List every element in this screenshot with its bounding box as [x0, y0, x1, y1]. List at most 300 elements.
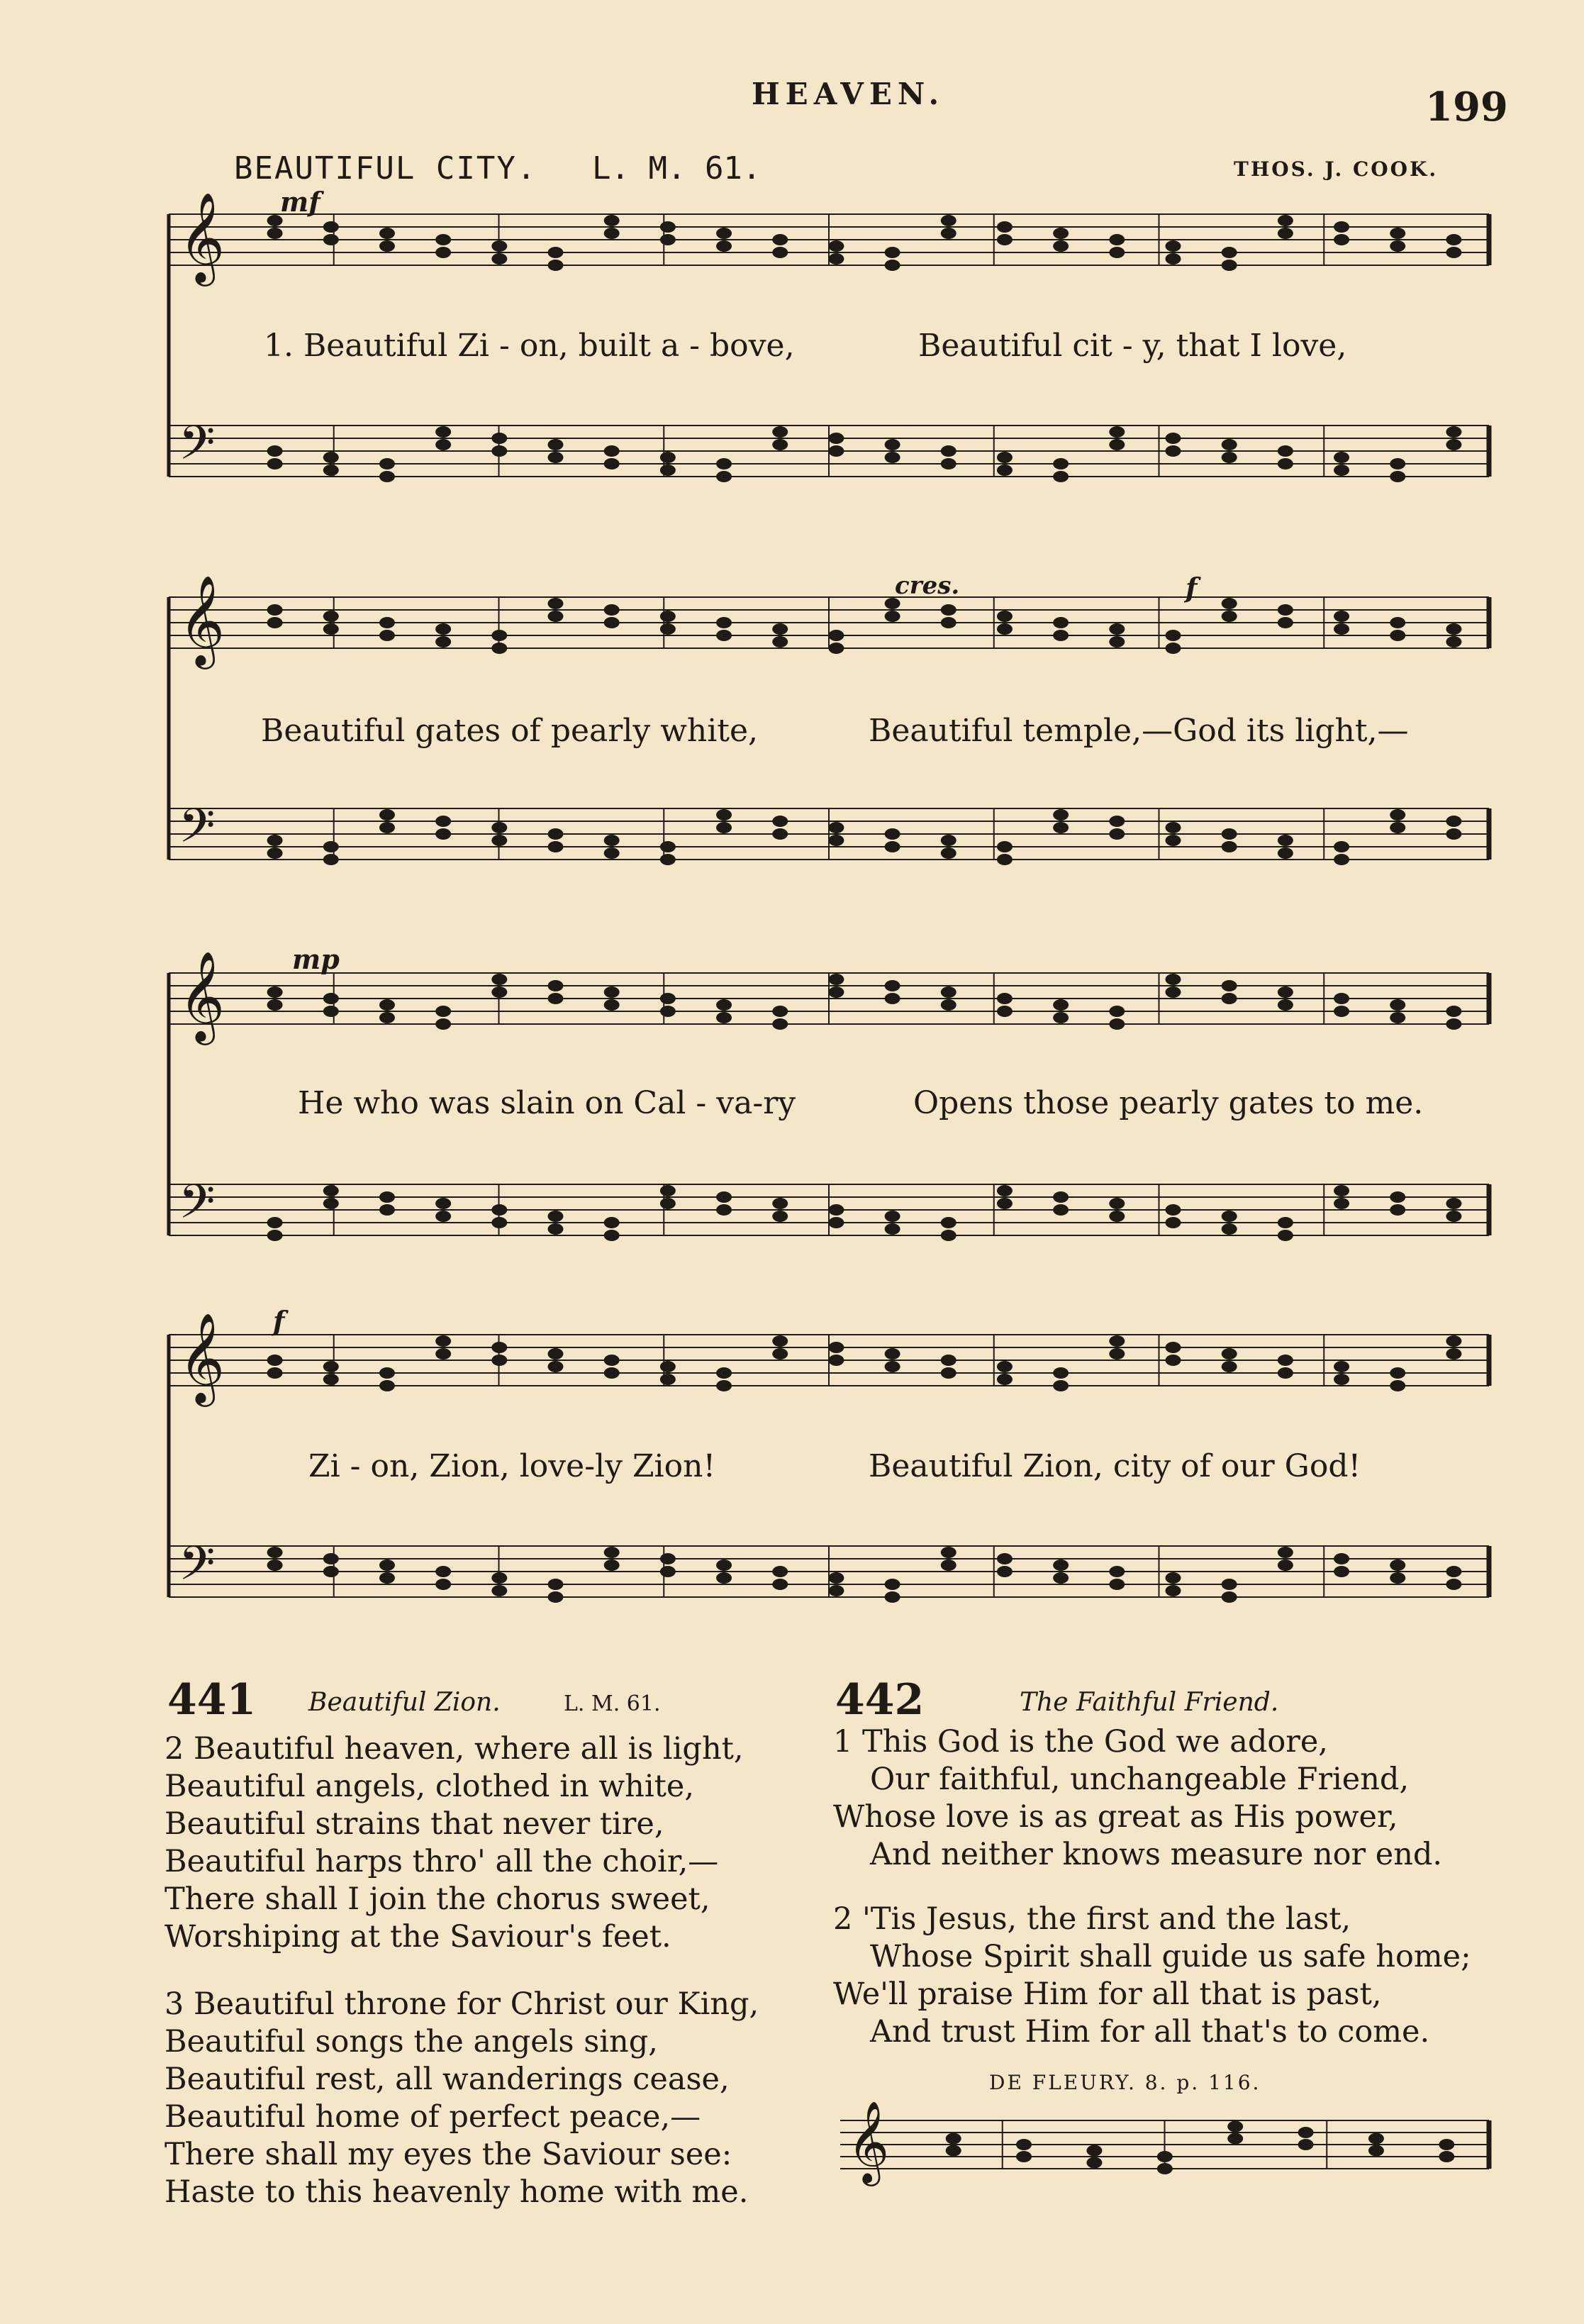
note-head [379, 809, 395, 821]
note-head [1298, 2127, 1314, 2138]
note-head [435, 1579, 451, 1590]
note-head [660, 1374, 676, 1385]
note-head [1222, 841, 1237, 852]
note-head [1278, 1230, 1293, 1241]
stanza [833, 1901, 1471, 2051]
note-head [379, 471, 395, 482]
note-head [1222, 1591, 1237, 1603]
note-head [1278, 458, 1293, 469]
lyric-line: Zi - on, Zion, love-ly Zion! [308, 1448, 716, 1484]
note-head [1278, 835, 1293, 846]
note-head [772, 1566, 788, 1577]
note-head [772, 1348, 788, 1360]
note-head [1053, 1367, 1069, 1379]
note-head [435, 1018, 451, 1030]
note-head [828, 1204, 844, 1216]
note-head [267, 1230, 283, 1241]
note-head [1278, 847, 1293, 859]
stanza [164, 1986, 759, 2211]
note-head [323, 611, 339, 622]
note-head [660, 1185, 676, 1196]
note-head [379, 1367, 395, 1379]
note-head [548, 439, 564, 450]
note-head [1109, 828, 1125, 840]
note-head [716, 1012, 732, 1023]
note-head [828, 1585, 844, 1596]
note-head [1166, 643, 1181, 654]
dynamic-cres: cres. [895, 572, 960, 600]
note-head [885, 841, 900, 852]
note-head [1053, 228, 1069, 239]
treble-clef: 𝄞 [179, 1312, 225, 1403]
hymn-number: 441 [167, 1675, 257, 1725]
note-head [1390, 1191, 1405, 1203]
note-head [604, 1230, 620, 1241]
note-head [716, 1367, 732, 1379]
note-head [1446, 816, 1461, 827]
note-head [1278, 617, 1293, 628]
note-head [379, 228, 395, 239]
page-header: HEAVEN. [752, 77, 945, 111]
note-head [1222, 1361, 1237, 1372]
note-head [491, 1342, 507, 1353]
note-head [941, 215, 956, 226]
note-head [1222, 1579, 1237, 1590]
note-head [941, 999, 956, 1011]
note-head [548, 611, 564, 622]
note-head [660, 993, 676, 1004]
page-number: 199 [1425, 84, 1508, 130]
note-head [491, 1585, 507, 1596]
note-head [1446, 828, 1461, 840]
note-head [1109, 636, 1125, 647]
note-head [1166, 240, 1181, 252]
hymn-number: 442 [835, 1675, 925, 1725]
note-head [548, 452, 564, 463]
note-head [772, 1335, 788, 1347]
note-head [772, 247, 788, 258]
note-head [941, 1547, 956, 1558]
treble-clef: 𝄞 [179, 574, 225, 665]
note-head [323, 1006, 339, 1017]
note-head [660, 1553, 676, 1564]
note-head [1368, 2133, 1384, 2145]
note-head [1278, 1367, 1293, 1379]
note-head [379, 1559, 395, 1571]
note-head [323, 1566, 339, 1577]
tune-meter: L. M. 61. [592, 150, 762, 187]
note-head [435, 247, 451, 258]
note-head [435, 1566, 451, 1577]
note-head [604, 228, 620, 239]
note-head [716, 617, 732, 628]
note-head [885, 828, 900, 840]
note-head [1109, 816, 1125, 827]
note-head [1222, 1348, 1237, 1360]
note-head [946, 2133, 961, 2145]
note-head [1053, 1380, 1069, 1391]
note-head [716, 999, 732, 1011]
note-head [1053, 809, 1069, 821]
note-head [435, 234, 451, 245]
note-head [604, 458, 620, 469]
note-head [1446, 1348, 1461, 1360]
note-head [660, 611, 676, 622]
note-head [1109, 1018, 1125, 1030]
note-head [941, 458, 956, 469]
note-head [1222, 980, 1237, 991]
note-head [491, 974, 507, 985]
note-head [885, 980, 900, 991]
note-head [1166, 630, 1181, 641]
note-head [604, 1547, 620, 1558]
note-head [1053, 471, 1069, 482]
note-head [1222, 247, 1237, 258]
note-head [1086, 2157, 1102, 2169]
note-head [1334, 623, 1349, 635]
note-head [379, 1380, 395, 1391]
note-head [1222, 1223, 1237, 1235]
note-head [1298, 2139, 1314, 2150]
note-head [1334, 221, 1349, 233]
tune-reference: DE FLEURY. 8. p. 116. [989, 2071, 1261, 2094]
dynamic-f: f [1186, 572, 1198, 604]
note-head [1390, 617, 1405, 628]
note-head [941, 617, 956, 628]
lyric-line: Beautiful cit - y, that I love, [918, 328, 1347, 364]
note-head [1390, 458, 1405, 469]
note-head [548, 993, 564, 1004]
note-head [1222, 828, 1237, 840]
note-head [379, 617, 395, 628]
note-head [716, 1559, 732, 1571]
note-head [997, 234, 1013, 245]
note-head [267, 617, 283, 628]
note-head [548, 1591, 564, 1603]
note-head [1166, 445, 1181, 457]
note-head [267, 1547, 283, 1558]
note-head [997, 623, 1013, 635]
note-head [1334, 841, 1349, 852]
note-head [1222, 611, 1237, 622]
note-head [1446, 234, 1461, 245]
note-head [885, 452, 900, 463]
note-head [1053, 1572, 1069, 1584]
note-head [1334, 1566, 1349, 1577]
note-head [491, 822, 507, 833]
note-head [828, 835, 844, 846]
note-head [660, 841, 676, 852]
lyric-line: He who was slain on Cal - va-ry [298, 1085, 796, 1121]
note-head [997, 1198, 1013, 1209]
note-head [772, 636, 788, 647]
note-head [379, 1012, 395, 1023]
note-head [1109, 426, 1125, 438]
note-head [435, 1006, 451, 1017]
note-head [1390, 999, 1405, 1011]
note-head [1334, 234, 1349, 245]
note-head [379, 240, 395, 252]
note-head [1390, 240, 1405, 252]
note-head [1390, 630, 1405, 641]
note-head [716, 240, 732, 252]
note-head [828, 445, 844, 457]
bass-clef: 𝄢 [179, 1174, 216, 1240]
verse-line: There shall my eyes the Saviour see: [164, 2137, 732, 2172]
note-head [1166, 1585, 1181, 1596]
note-head [435, 1335, 451, 1347]
note-head [772, 816, 788, 827]
note-head [323, 452, 339, 463]
note-head [1109, 1006, 1125, 1017]
note-head [1227, 2121, 1243, 2133]
note-head [548, 247, 564, 258]
verse-line: 2 'Tis Jesus, the first and the last, [833, 1901, 1351, 1937]
note-head [772, 1198, 788, 1209]
note-head [491, 433, 507, 444]
hymn-title: The Faithful Friend. [1020, 1688, 1279, 1717]
note-head [267, 835, 283, 846]
note-head [491, 643, 507, 654]
note-head [946, 2145, 961, 2157]
note-head [1390, 1572, 1405, 1584]
note-head [1109, 1211, 1125, 1222]
note-head [323, 841, 339, 852]
treble-clef: 𝄞 [179, 950, 225, 1041]
bass-clef: 𝄢 [179, 416, 216, 482]
hymn-title: Beautiful Zion. [308, 1688, 501, 1717]
note-head [1166, 1217, 1181, 1228]
verse-line: There shall I join the chorus sweet, [164, 1881, 710, 1917]
note-head [660, 452, 676, 463]
note-head [1368, 2145, 1384, 2157]
note-head [1053, 458, 1069, 469]
note-head [323, 221, 339, 233]
note-head [941, 1355, 956, 1366]
tune-title: BEAUTIFUL CITY. [234, 150, 537, 187]
note-head [267, 228, 283, 239]
note-head [435, 1198, 451, 1209]
note-head [885, 611, 900, 622]
note-head [1109, 1198, 1125, 1209]
note-head [1166, 822, 1181, 833]
note-head [323, 1374, 339, 1385]
verse-line: Beautiful rest, all wanderings cease, [164, 2062, 730, 2097]
note-head [1334, 1553, 1349, 1564]
note-head [1278, 1355, 1293, 1366]
note-head [491, 1204, 507, 1216]
note-head [1016, 2139, 1032, 2150]
note-head [1166, 974, 1181, 985]
note-head [548, 1348, 564, 1360]
note-head [828, 433, 844, 444]
note-head [660, 623, 676, 635]
note-head [1157, 2151, 1173, 2162]
note-head [1157, 2163, 1173, 2174]
note-head [604, 1559, 620, 1571]
note-head [1166, 1355, 1181, 1366]
bass-clef: 𝄢 [179, 1536, 216, 1602]
note-head [997, 1006, 1013, 1017]
note-head [716, 809, 732, 821]
note-head [379, 822, 395, 833]
note-head [1053, 1559, 1069, 1571]
note-head [828, 986, 844, 998]
note-head [1446, 1335, 1461, 1347]
note-head [716, 630, 732, 641]
note-head [997, 1566, 1013, 1577]
note-head [1334, 1185, 1349, 1196]
note-head [772, 234, 788, 245]
verse-line: Whose love is as great as His power, [833, 1799, 1398, 1835]
verse-line: Beautiful strains that never tire, [164, 1806, 664, 1842]
note-head [604, 986, 620, 998]
note-head [828, 630, 844, 641]
note-head [1390, 1380, 1405, 1391]
note-head [323, 854, 339, 865]
note-head [716, 228, 732, 239]
note-head [267, 1355, 283, 1366]
note-head [379, 630, 395, 641]
note-head [885, 1223, 900, 1235]
note-head [885, 1211, 900, 1222]
note-head [1446, 439, 1461, 450]
note-head [716, 471, 732, 482]
verse-line: Beautiful home of perfect peace,— [164, 2099, 701, 2135]
note-head [491, 253, 507, 265]
note-head [1390, 1204, 1405, 1216]
note-head [1278, 228, 1293, 239]
note-head [1390, 228, 1405, 239]
note-head [660, 221, 676, 233]
treble-clef: 𝄞 [847, 2100, 890, 2183]
note-head [772, 439, 788, 450]
note-head [1278, 445, 1293, 457]
note-head [1166, 1342, 1181, 1353]
note-head [1446, 623, 1461, 635]
note-head [604, 1367, 620, 1379]
note-head [1390, 1559, 1405, 1571]
note-head [885, 1579, 900, 1590]
note-head [997, 1374, 1013, 1385]
note-head [435, 828, 451, 840]
note-head [660, 465, 676, 476]
note-head [660, 1361, 676, 1372]
note-head [772, 1018, 788, 1030]
note-head [1278, 1547, 1293, 1558]
note-head [1390, 1367, 1405, 1379]
note-head [828, 822, 844, 833]
verse-line: And trust Him for all that's to come. [870, 2014, 1430, 2050]
note-head [1166, 1572, 1181, 1584]
note-head [323, 1553, 339, 1564]
note-head [941, 1217, 956, 1228]
note-head [772, 623, 788, 635]
note-head [716, 1191, 732, 1203]
note-head [491, 835, 507, 846]
note-head [1446, 636, 1461, 647]
note-head [997, 465, 1013, 476]
note-head [1053, 1204, 1069, 1216]
note-head [1016, 2151, 1032, 2162]
note-head [379, 1572, 395, 1584]
note-head [941, 228, 956, 239]
note-head [1334, 465, 1349, 476]
note-head [660, 1566, 676, 1577]
note-head [1166, 1204, 1181, 1216]
note-head [604, 1217, 620, 1228]
note-head [1334, 452, 1349, 463]
verse-line: Our faithful, unchangeable Friend, [870, 1762, 1410, 1797]
lyric-line: Opens those pearly gates to me. [913, 1085, 1424, 1121]
note-head [1109, 234, 1125, 245]
note-head [1334, 854, 1349, 865]
note-head [1278, 1559, 1293, 1571]
note-head [885, 1361, 900, 1372]
note-head [1446, 247, 1461, 258]
note-head [435, 439, 451, 450]
lyric-line: Beautiful Zion, city of our God! [869, 1448, 1361, 1484]
note-head [885, 1591, 900, 1603]
note-head [1109, 1335, 1125, 1347]
note-head [1446, 1211, 1461, 1222]
note-head [435, 426, 451, 438]
verse-line: Beautiful songs the angels sing, [164, 2024, 658, 2059]
note-head [1222, 1211, 1237, 1222]
note-head [548, 828, 564, 840]
note-head [997, 611, 1013, 622]
verse-line: And neither knows measure nor end. [870, 1837, 1443, 1872]
note-head [1053, 240, 1069, 252]
note-head [1053, 999, 1069, 1011]
note-head [941, 1367, 956, 1379]
lyric-line: 1. Beautiful Zi - on, built a - bove, [264, 328, 795, 364]
note-head [323, 623, 339, 635]
lyric-line: Beautiful temple,—God its light,— [869, 713, 1409, 749]
verse-line: 3 Beautiful throne for Christ our King, [164, 1986, 759, 2022]
note-head [548, 980, 564, 991]
note-head [604, 999, 620, 1011]
note-head [435, 1211, 451, 1222]
note-head [491, 240, 507, 252]
note-head [660, 1006, 676, 1017]
verse-line: 1 This God is the God we adore, [833, 1724, 1328, 1759]
note-head [267, 604, 283, 616]
note-head [323, 234, 339, 245]
note-head [548, 260, 564, 271]
note-head [1109, 1348, 1125, 1360]
note-head [997, 452, 1013, 463]
note-head [435, 1348, 451, 1360]
note-head [435, 623, 451, 635]
note-head [1446, 1198, 1461, 1209]
note-head [1446, 1579, 1461, 1590]
note-head [941, 986, 956, 998]
note-head [1439, 2139, 1454, 2150]
note-head [1053, 822, 1069, 833]
treble-clef: 𝄞 [179, 191, 225, 282]
note-head [997, 993, 1013, 1004]
note-head [941, 1559, 956, 1571]
note-head [491, 986, 507, 998]
note-head [1222, 439, 1237, 450]
note-head [323, 1185, 339, 1196]
note-head [1166, 835, 1181, 846]
bass-clef: 𝄢 [179, 799, 216, 864]
note-head [1053, 617, 1069, 628]
verse-line: Whose Spirit shall guide us safe home; [870, 1939, 1471, 1974]
note-head [267, 986, 283, 998]
